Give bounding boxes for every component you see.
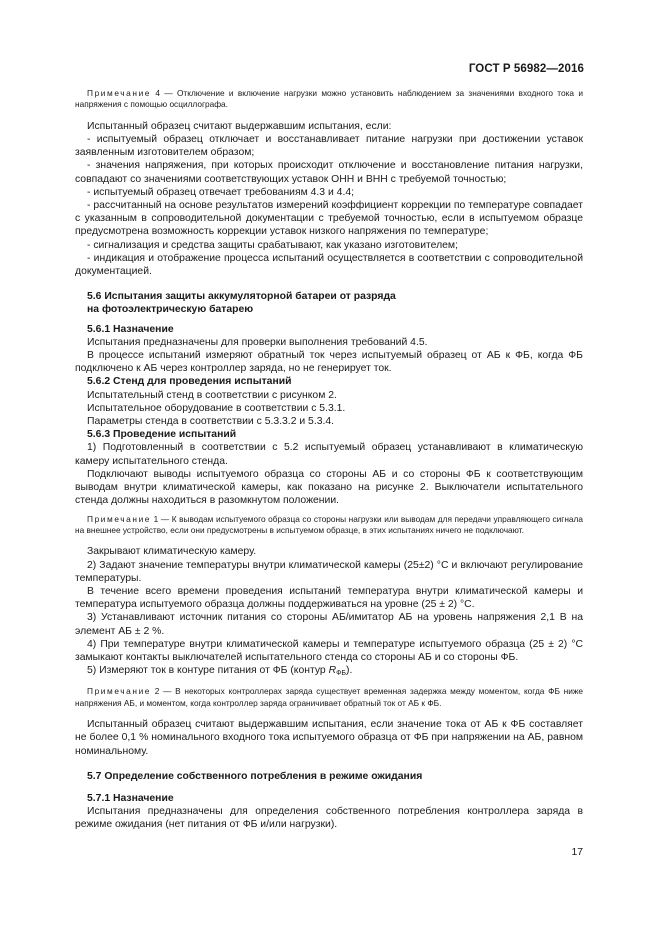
paragraph: 1) Подготовленный в соответствии с 5.2 испытуемый образец устанавливают в климатическую камеру испытательного стенда. xyxy=(75,442,583,467)
note-label: Примечание xyxy=(87,513,152,524)
note-text: 1 — К выводам испытуемого образца со стороны нагрузки или выводам для передачи управляющего сигнала на внешнее устройство, если они предусмотрены в испытуемом образце, в этих испытаниях ничего не подключают. xyxy=(75,513,583,535)
note-label: Примечание xyxy=(87,686,152,697)
paragraph: Испытанный образец считают выдержавшим испытания, если значение тока от АБ к ФБ составляет не более 0,1 % номинального входного тока испытуемого образца от ФБ при напряжении на АБ, равном номинальному. xyxy=(75,719,583,757)
note-1 xyxy=(75,514,583,537)
criteria-item: - сигнализация и средства защиты срабатывают, как указано изготовителем; xyxy=(87,239,458,251)
paragraph: Закрывают климатическую камеру. xyxy=(87,546,257,558)
criteria-item: - испытуемый образец отключает и восстанавливает питание нагрузки при достижении уставок заявленным изготовителем образом; xyxy=(75,134,583,159)
note-2 xyxy=(75,686,583,709)
section-5-6-title-cont: на фотоэлектрическую батарею xyxy=(87,304,254,316)
paragraph: В процессе испытаний измеряют обратный ток через испытуемый образец от АБ к ФБ, когда ФБ подключено к АБ через контроллер заряда, но не генерирует ток. xyxy=(75,350,583,375)
section-5-6-3-title: 5.6.3 Проведение испытаний xyxy=(87,429,237,441)
page-content xyxy=(75,88,583,832)
criteria-item: - значения напряжения, при которых происходит отключение и восстановление питания нагрузки, совпадают со значениями соответствующих уставок ОНН и ВНН с требуемой точностью; xyxy=(75,160,583,185)
paragraph: Испытания предназначены для проверки выполнения требований 4.5. xyxy=(87,336,428,348)
section-5-6-1-title: 5.6.1 Назначение xyxy=(87,323,174,335)
paragraph: 2) Задают значение температуры внутри климатической камеры (25±2) °С и включают регулирование температуры. xyxy=(75,559,583,584)
section-5-6-title: 5.6 Испытания защиты аккумуляторной батареи от разряда xyxy=(87,291,396,303)
paragraph: Параметры стенда в соответствии с 5.3.3.2 и 5.3.4. xyxy=(87,416,335,428)
section-5-7-1-title: 5.7.1 Назначение xyxy=(87,792,174,804)
note-text: 2 — В некоторых контроллерах заряда существует временная задержка между моментом, когда ФБ ниже напряжения АБ, и моментом, когда контроллер заряда ограничивает обратный ток от АБ к ФБ. xyxy=(75,686,583,708)
paragraph: Испытательный стенд в соответствии с рисунком 2. xyxy=(87,389,337,401)
note-text: 4 — Отключение и включение нагрузки можно установить наблюдением за значениями входного тока и напряжения с помощью осциллографа. xyxy=(75,88,583,110)
text-prefix: 5) Измеряют ток в контуре питания от ФБ (контур xyxy=(87,665,329,677)
criteria-intro: Испытанный образец считают выдержавшим испытания, если: xyxy=(87,120,392,132)
section-5-6-2-title: 5.6.2 Стенд для проведения испытаний xyxy=(87,376,292,388)
paragraph: Испытания предназначены для определения собственного потребления контроллера заряда в режиме ожидания (нет питания от ФБ и/или нагрузки). xyxy=(75,806,583,831)
paragraph: 3) Устанавливают источник питания со стороны АБ/имитатор АБ на уровень напряжения 2,1 В на элемент АБ ± 2 %. xyxy=(75,612,583,637)
note-label: Примечание xyxy=(87,88,152,98)
resistance-subscript: ФБ xyxy=(336,670,347,678)
criteria-item: - испытуемый образец отвечает требованиям 4.3 и 4.4; xyxy=(87,186,354,198)
paragraph: 4) При температуре внутри климатической камеры и температуре испытуемого образца (25 ± 2) °С замыкают контакты выключателей испытательного стенда со стороны АБ и со стороны ФБ. xyxy=(75,638,583,663)
standard-header: ГОСТ Р 56982—2016 xyxy=(468,63,584,75)
text-suffix: ). xyxy=(346,665,353,677)
page-number: 17 xyxy=(571,847,583,858)
paragraph: Испытательное оборудование в соответствии с 5.3.1. xyxy=(87,402,346,414)
criteria-item: - рассчитанный на основе результатов измерений коэффициент коррекции по температуре совпадает с указанным в сопроводительной документации с требуемой точностью, если в испытуемом образце предусмотрена возможность коррекции уставок низкого напряжения по температуре; xyxy=(75,200,583,238)
section-5-7-title: 5.7 Определение собственного потребления в режиме ожидания xyxy=(87,770,423,782)
paragraph: В течение всего времени проведения испытаний температура внутри климатической камеры и температура испытуемого образца должны поддерживаться на уровне (25 ± 2) °С. xyxy=(75,585,583,611)
note-4 xyxy=(75,88,583,111)
paragraph: Подключают выводы испытуемого образца со стороны АБ и со стороны ФБ к соответствующим выводам внутри климатической камеры, как показано на рисунке 2. Выключатели испытательного стенда должны находиться в разомкнутом положении. xyxy=(75,468,583,507)
criteria-item: - индикация и отображение процесса испытаний осуществляется в соответствии с сопроводительной документацией. xyxy=(75,252,583,278)
paragraph-circuit xyxy=(75,664,583,680)
resistance-symbol: R xyxy=(328,665,337,677)
